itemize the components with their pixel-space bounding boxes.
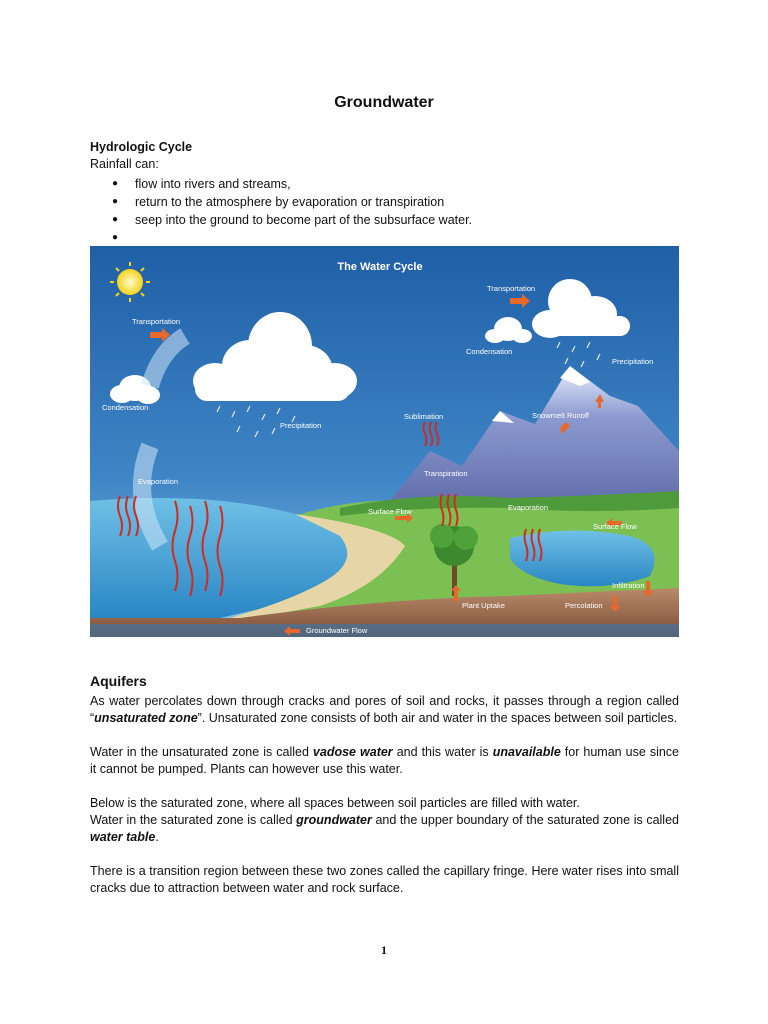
page-title: Groundwater xyxy=(334,94,434,111)
term-groundwater: groundwater xyxy=(296,813,372,827)
bullet-list xyxy=(90,175,472,247)
text-run: . xyxy=(155,830,159,844)
term-unavailable: unavailable xyxy=(492,745,561,759)
label-plant-uptake: Plant Uptake xyxy=(462,601,505,610)
label-transpiration: Transpiration xyxy=(424,469,468,478)
term-vadose-water: vadose water xyxy=(312,745,393,759)
bullet-icon: ● xyxy=(112,196,119,207)
label-evaporation-left: Evaporation xyxy=(138,477,179,486)
label-surface-flow-left: Surface Flow xyxy=(368,507,412,516)
label-evaporation-right: Evaporation xyxy=(508,503,549,512)
list-item xyxy=(90,193,472,211)
page-number: 1 xyxy=(381,943,387,957)
bullet-icon: ● xyxy=(112,178,119,189)
term-water-table: water table xyxy=(90,830,156,844)
water-cycle-figure xyxy=(90,246,679,637)
label-infiltration: Infiltration xyxy=(612,581,645,590)
label-condensation-right: Condensation xyxy=(466,347,513,356)
label-groundwater-flow: Groundwater Flow xyxy=(306,626,368,635)
list-item-text: return to the atmosphere by evaporation or transpiration xyxy=(135,195,445,209)
text-run: Water in the unsaturated zone is called xyxy=(90,745,313,759)
section-heading-aquifers: Aquifers xyxy=(90,673,147,689)
list-item xyxy=(90,211,472,229)
label-precipitation-left: Precipitation xyxy=(280,421,322,430)
label-surface-flow-right: Surface Flow xyxy=(593,522,637,531)
text-run: As water percolates down through cracks and pores of soil and rocks, it passes through a region called “ xyxy=(90,694,679,725)
paragraph-unsaturated-zone xyxy=(90,693,679,727)
figure-title: The Water Cycle xyxy=(337,261,423,273)
text-run: Water in the saturated zone is called xyxy=(90,813,297,827)
groundwater-band xyxy=(90,624,679,637)
label-transportation-right: Transportation xyxy=(487,284,536,293)
list-item-text: seep into the ground to become part of the subsurface water. xyxy=(135,213,473,227)
text-run: for human use since it cannot be pumped. Plants can however use this water. xyxy=(90,745,679,776)
paragraph-vadose-water xyxy=(90,744,679,778)
list-item xyxy=(90,229,472,247)
text-run: ”. Unsaturated zone consists of both air and water in the spaces between soil particles. xyxy=(197,711,678,725)
term-unsaturated-zone: unsaturated zone xyxy=(94,711,198,725)
label-precipitation-right: Precipitation xyxy=(612,357,654,366)
paragraph-saturated-zone xyxy=(90,795,679,846)
label-snowmelt-runoff: Snowmelt Runoff xyxy=(532,411,589,420)
lead-text: Rainfall can: xyxy=(90,157,159,171)
list-item-text: flow into rivers and streams, xyxy=(135,177,291,191)
text-run: and the upper boundary of the saturated zone is called xyxy=(371,813,679,827)
text-run: Below is the saturated zone, where all spaces between soil particles are filled with water. xyxy=(90,796,580,810)
text-run: and this water is xyxy=(392,745,493,759)
bullet-icon: ● xyxy=(112,232,119,243)
label-condensation-left: Condensation xyxy=(102,403,149,412)
paragraph-capillary-fringe: There is a transition region between these two zones called the capillary fringe. Here water rises into small cracks due to attraction between water and rock surface. xyxy=(90,864,679,895)
label-sublimation: Sublimation xyxy=(404,412,444,421)
bullet-icon: ● xyxy=(112,214,119,225)
section-heading-hydrologic-cycle: Hydrologic Cycle xyxy=(90,140,193,154)
label-transportation-left: Transportation xyxy=(132,317,181,326)
list-item xyxy=(90,175,472,193)
label-percolation: Percolation xyxy=(565,601,603,610)
